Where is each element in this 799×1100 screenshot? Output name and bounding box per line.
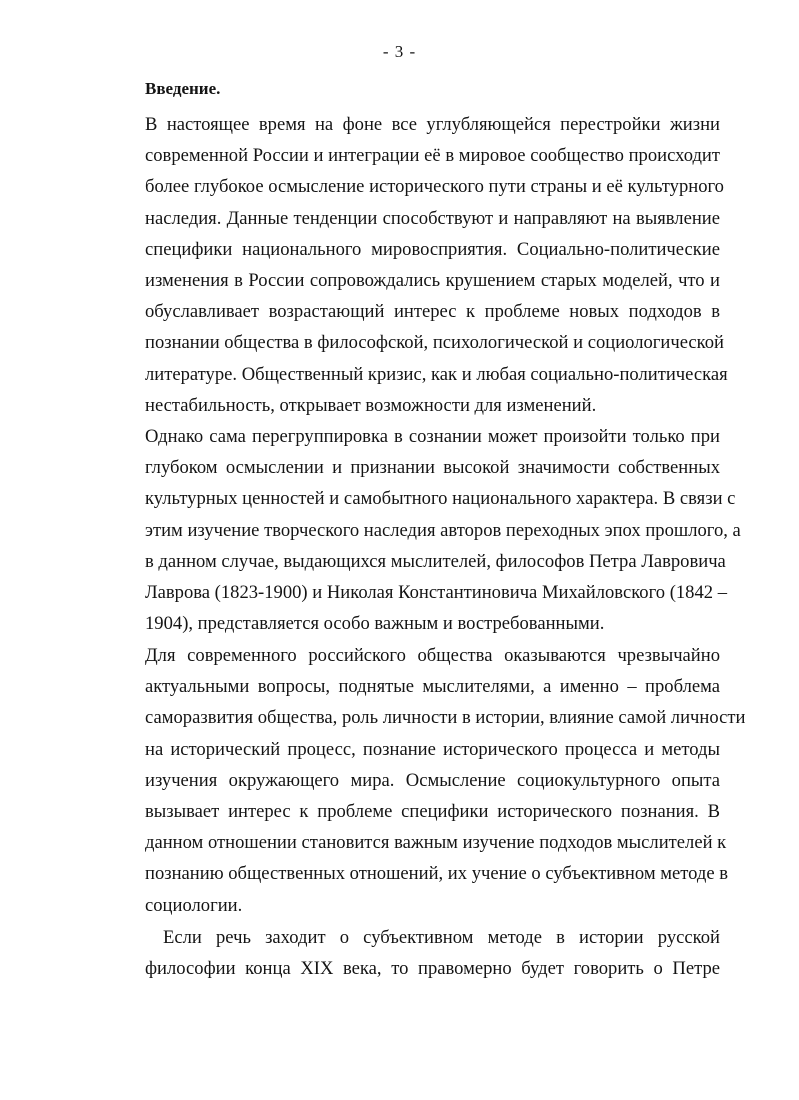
paragraph-4 <box>145 922 720 984</box>
text-line: 1904), представляется особо важным и востребованными. <box>145 613 605 635</box>
text-line: познании общества в философской, психологической и социологической <box>145 332 725 354</box>
page-number: - 3 - <box>382 42 417 61</box>
section-heading: Введение. <box>145 79 221 98</box>
text-line: философии конца XIX века, то правомерно будет говорить о Петре <box>145 958 720 980</box>
text-line: Лаврова (1823-1900) и Николая Константиновича Михайловского (1842 – <box>145 581 728 603</box>
text-line: современной России и интеграции её в мировое сообщество происходит <box>145 145 720 167</box>
text-line: в данном случае, выдающихся мыслителей, философов Петра Лавровича <box>145 550 726 572</box>
text-line: Для современного российского общества оказываются чрезвычайно <box>145 645 720 666</box>
text-line: обуславливает возрастающий интерес к проблеме новых подходов в <box>145 301 720 323</box>
text-line: Если речь заходит о субъективном методе в истории русской <box>163 927 720 948</box>
text-line: глубоком осмыслении и признании высокой значимости собственных <box>145 457 720 479</box>
text-line: познанию общественных отношений, их учение о субъективном методе в <box>145 863 729 885</box>
text-line: Однако сама перегруппировка в сознании может произойти только при <box>145 426 720 447</box>
text-line: вызывает интерес к проблеме специфики исторического познания. В <box>145 800 720 822</box>
text-line: нестабильность, открывает возможности для изменений. <box>145 394 597 416</box>
paragraph-1 <box>145 109 728 421</box>
text-line: изучения окружающего мира. Осмысление социокультурного опыта <box>145 769 720 791</box>
text-line: на исторический процесс, познание исторического процесса и методы <box>145 738 720 760</box>
text-line: специфики национального мировосприятия. Социально-политические <box>145 238 720 260</box>
text-line: саморазвития общества, роль личности в истории, влияние самой личности <box>145 707 746 729</box>
paragraph-3 <box>145 640 746 921</box>
text-line: более глубокое осмысление исторического пути страны и её культурного <box>145 176 724 198</box>
text-line: изменения в России сопровождались крушением старых моделей, что и <box>145 269 720 291</box>
text-line: социологии. <box>145 894 243 916</box>
paragraph-2 <box>145 421 741 639</box>
text-line: этим изучение творческого наследия авторов переходных эпох прошлого, а <box>145 519 741 541</box>
text-line: наследия. Данные тенденции способствуют и направляют на выявление <box>145 207 720 229</box>
text-line: актуальными вопросы, поднятые мыслителями, а именно – проблема <box>145 676 720 698</box>
text-line: литературе. Общественный кризис, как и любая социально-политическая <box>145 363 728 385</box>
text-line: культурных ценностей и самобытного национального характера. В связи с <box>145 488 736 510</box>
text-line: В настоящее время на фоне все углубляющейся перестройки жизни <box>145 114 720 135</box>
text-line: данном отношении становится важным изучение подходов мыслителей к <box>145 832 727 854</box>
